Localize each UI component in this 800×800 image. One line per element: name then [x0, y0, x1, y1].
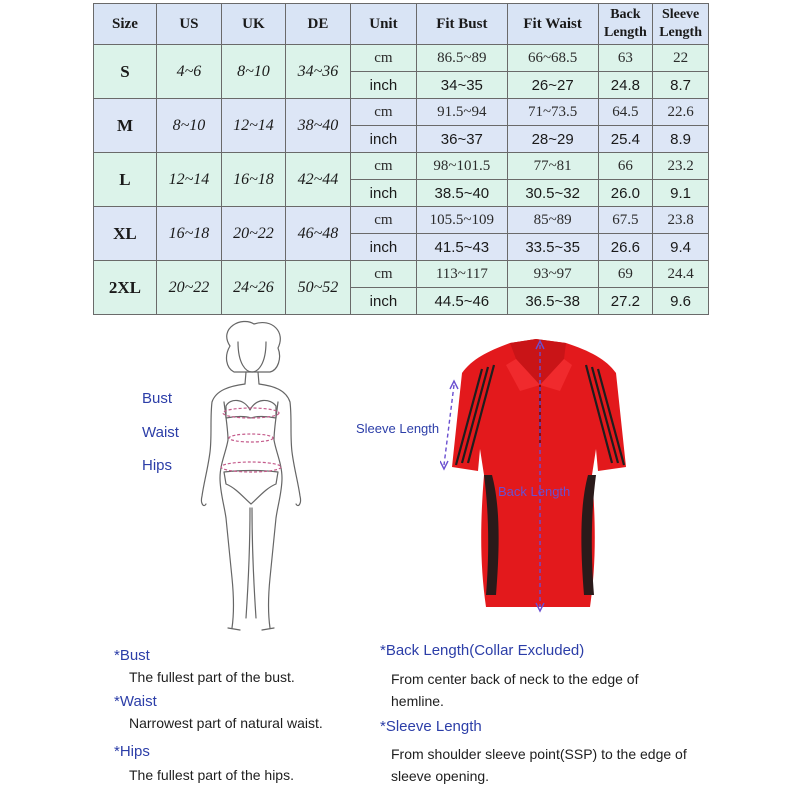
us-size-cell: 12~14	[156, 153, 221, 207]
hips-label: Hips	[142, 457, 173, 474]
def-term-waist: *Waist	[114, 693, 157, 710]
unit-cell: inch	[350, 126, 416, 153]
sleeve-length-label: Sleeve Length	[356, 421, 440, 436]
waist-cell: 28~29	[507, 126, 598, 153]
bust-cell: 38.5~40	[416, 180, 507, 207]
sleeve-length-line	[444, 385, 454, 465]
sleeve-cell: 9.4	[653, 234, 709, 261]
def-text-bust: The fullest part of the bust.	[129, 669, 295, 685]
uk-size-cell: 16~18	[221, 153, 285, 207]
hair-outline	[227, 321, 281, 372]
sleeve-cell: 9.6	[653, 288, 709, 315]
uk-size-cell: 8~10	[221, 45, 285, 99]
size-cell: XL	[94, 207, 157, 261]
bust-cell: 113~117	[416, 261, 507, 288]
unit-cell: cm	[350, 45, 416, 72]
us-size-cell: 16~18	[156, 207, 221, 261]
sleeve-cell: 23.8	[653, 207, 709, 234]
sleeve-cell: 22	[653, 45, 709, 72]
header-fit-bust: Fit Bust	[416, 4, 507, 45]
sleeve-cell: 24.4	[653, 261, 709, 288]
de-size-cell: 34~36	[285, 45, 350, 99]
de-size-cell: 46~48	[285, 207, 350, 261]
def-term-hips: *Hips	[114, 743, 150, 760]
sleeve-cell: 8.7	[653, 72, 709, 99]
header-fit-waist: Fit Waist	[507, 4, 598, 45]
polo-shirt-figure	[440, 325, 640, 615]
unit-cell: inch	[350, 288, 416, 315]
waist-cell: 66~68.5	[507, 45, 598, 72]
waist-cell: 30.5~32	[507, 180, 598, 207]
header-back-length: Back Length	[598, 4, 653, 45]
de-size-cell: 50~52	[285, 261, 350, 315]
unit-cell: inch	[350, 234, 416, 261]
bust-cell: 44.5~46	[416, 288, 507, 315]
back-cell: 24.8	[598, 72, 653, 99]
def-text-waist: Narrowest part of natural waist.	[129, 715, 323, 731]
back-length-label: Back Length	[498, 484, 571, 499]
uk-size-cell: 12~14	[221, 99, 285, 153]
bust-cell: 91.5~94	[416, 99, 507, 126]
back-cell: 67.5	[598, 207, 653, 234]
def-text-hips: The fullest part of the hips.	[129, 767, 294, 783]
def-term-sleeve-length: *Sleeve Length	[380, 718, 482, 735]
waist-label: Waist	[142, 424, 179, 441]
waist-cell: 33.5~35	[507, 234, 598, 261]
us-size-cell: 8~10	[156, 99, 221, 153]
table-row	[94, 207, 709, 234]
unit-cell: cm	[350, 207, 416, 234]
back-cell: 26.6	[598, 234, 653, 261]
back-cell: 26.0	[598, 180, 653, 207]
unit-cell: cm	[350, 261, 416, 288]
sleeve-cell: 22.6	[653, 99, 709, 126]
unit-cell: inch	[350, 72, 416, 99]
table-row	[94, 153, 709, 180]
back-cell: 64.5	[598, 99, 653, 126]
face-outline	[238, 342, 266, 372]
back-cell: 63	[598, 45, 653, 72]
size-cell: M	[94, 99, 157, 153]
waist-cell: 36.5~38	[507, 288, 598, 315]
bust-cell: 36~37	[416, 126, 507, 153]
unit-cell: cm	[350, 153, 416, 180]
table-row	[94, 45, 709, 72]
back-cell: 66	[598, 153, 653, 180]
table-header-row	[94, 4, 709, 45]
header-unit: Unit	[350, 4, 416, 45]
bust-cell: 98~101.5	[416, 153, 507, 180]
bust-label: Bust	[142, 390, 173, 407]
def-term-back-length: *Back Length(Collar Excluded)	[380, 642, 585, 659]
bust-cell: 41.5~43	[416, 234, 507, 261]
header-size: Size	[94, 4, 157, 45]
header-sleeve-length: Sleeve Length	[653, 4, 709, 45]
header-uk: UK	[221, 4, 285, 45]
size-chart-table	[93, 3, 709, 315]
waist-cell: 85~89	[507, 207, 598, 234]
sleeve-cell: 9.1	[653, 180, 709, 207]
bust-cell: 105.5~109	[416, 207, 507, 234]
waist-cell: 26~27	[507, 72, 598, 99]
briefs-outline	[224, 471, 278, 505]
waist-cell: 77~81	[507, 153, 598, 180]
left-arm-outline	[201, 384, 245, 506]
right-arm-outline	[259, 384, 301, 506]
header-de: DE	[285, 4, 350, 45]
back-cell: 69	[598, 261, 653, 288]
bust-cell: 86.5~89	[416, 45, 507, 72]
waist-measure-line	[229, 434, 273, 442]
sleeve-cell: 8.9	[653, 126, 709, 153]
de-size-cell: 38~40	[285, 99, 350, 153]
us-size-cell: 20~22	[156, 261, 221, 315]
def-text-sleeve-length: From shoulder sleeve point(SSP) to the edge of sleeve opening.	[391, 746, 687, 784]
size-cell: L	[94, 153, 157, 207]
def-term-bust: *Bust	[114, 647, 150, 664]
body-outline-figure	[190, 318, 310, 636]
size-cell: 2XL	[94, 261, 157, 315]
uk-size-cell: 24~26	[221, 261, 285, 315]
back-cell: 27.2	[598, 288, 653, 315]
bust-cell: 34~35	[416, 72, 507, 99]
size-cell: S	[94, 45, 157, 99]
def-text-back-length: From center back of neck to the edge of hemline.	[391, 671, 639, 709]
unit-cell: inch	[350, 180, 416, 207]
back-cell: 25.4	[598, 126, 653, 153]
uk-size-cell: 20~22	[221, 207, 285, 261]
us-size-cell: 4~6	[156, 45, 221, 99]
unit-cell: cm	[350, 99, 416, 126]
sleeve-cell: 23.2	[653, 153, 709, 180]
waist-cell: 93~97	[507, 261, 598, 288]
header-us: US	[156, 4, 221, 45]
waist-cell: 71~73.5	[507, 99, 598, 126]
de-size-cell: 42~44	[285, 153, 350, 207]
table-row	[94, 99, 709, 126]
table-row	[94, 261, 709, 288]
